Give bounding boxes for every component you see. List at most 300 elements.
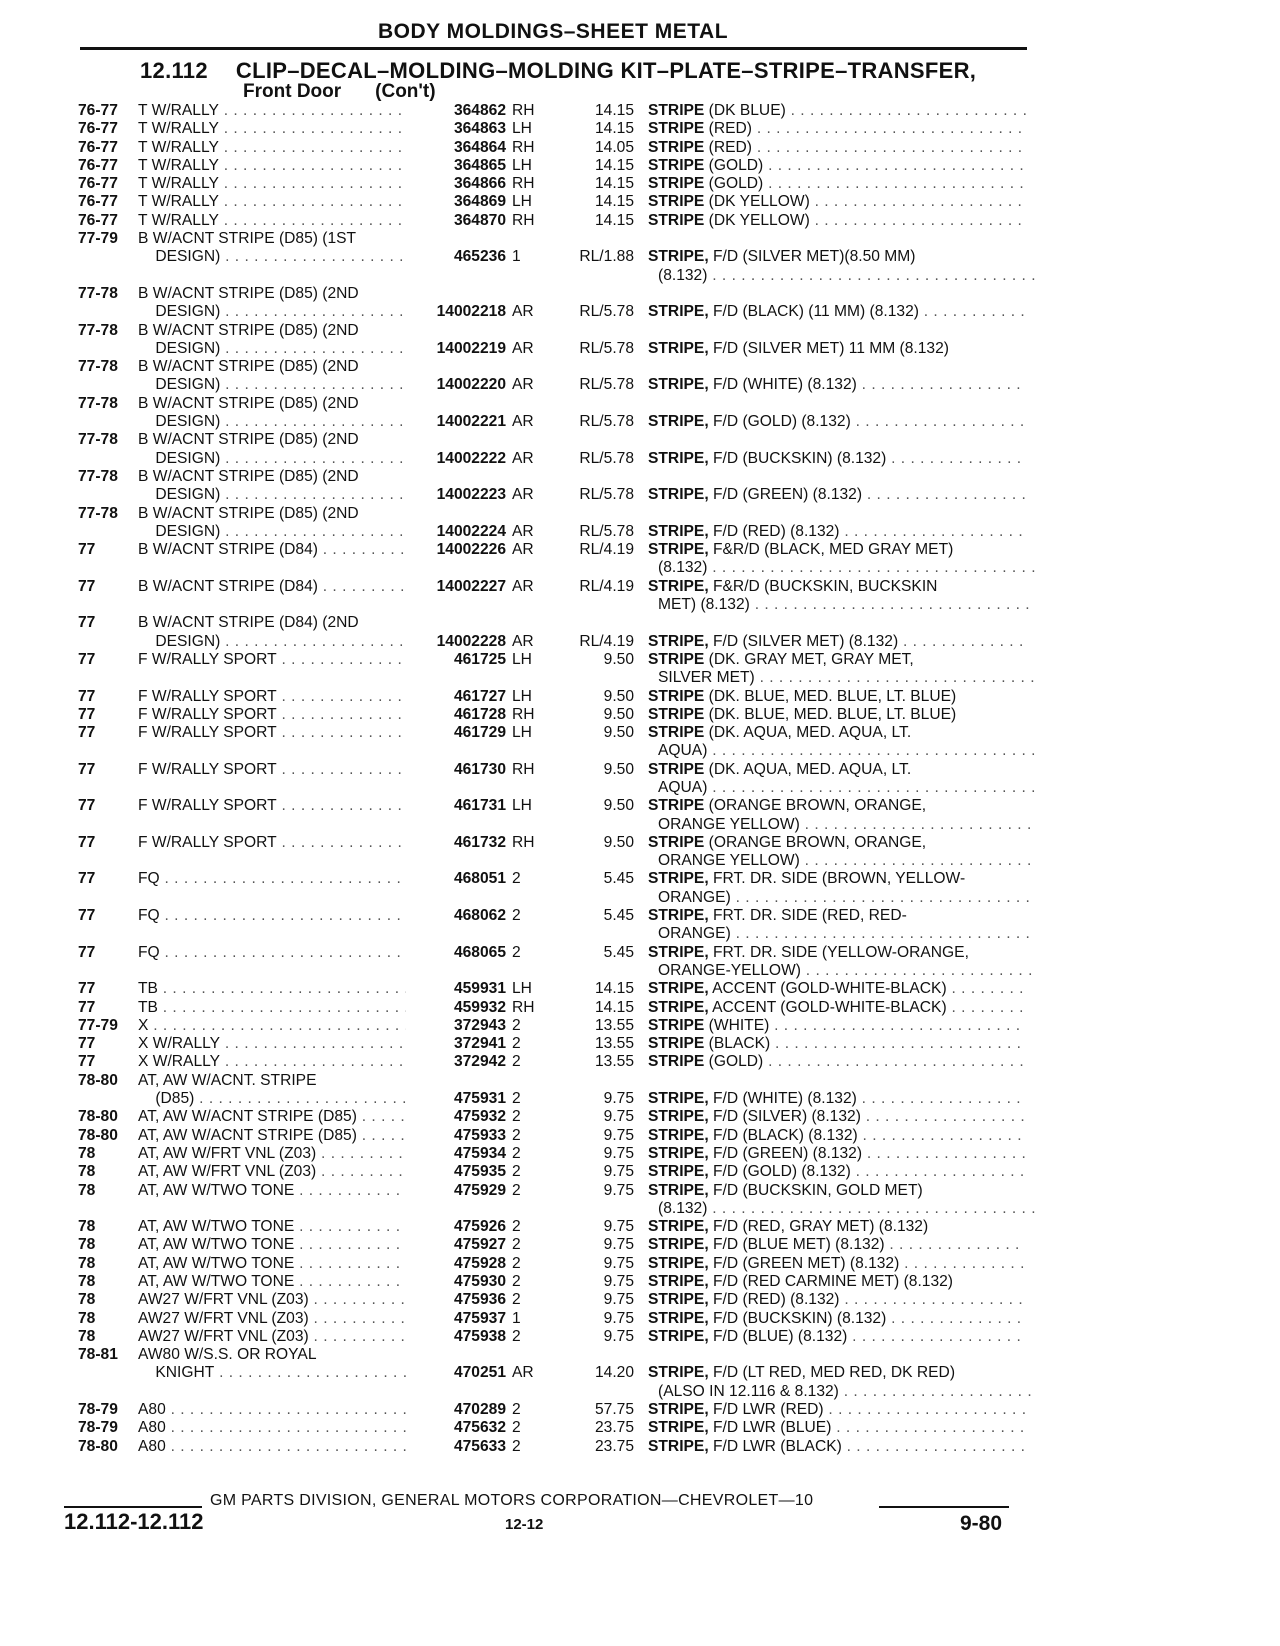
quantity-cell: AR [512,339,534,357]
table-row [0,303,1280,321]
group-price-cell: 14.15 [594,998,634,1016]
part-name-detail: (DK YELLOW) [708,193,810,211]
model-year-cell: 77-79 [78,1016,118,1034]
part-name-detail: (8.132) [658,266,708,284]
footer-credit: GM PARTS DIVISION, GENERAL MOTORS CORPORATION—CHEVROLET—10 [210,1492,814,1509]
part-name-cell [648,578,1026,596]
part-name-detail: F/D (RED CARMINE MET) (8.132) [713,1273,953,1290]
group-price-cell: 9.50 [603,797,634,815]
application-cell: F W/RALLY SPORT . . . [138,688,406,706]
part-name-cell [648,852,1036,870]
part-name-detail: FRT. DR. SIDE (BROWN, YELLOW- [713,870,966,888]
part-name-cell [648,1273,1026,1291]
part-name-cell [648,797,1026,815]
table-row [0,358,1280,376]
application-cell: T W/RALLY . . . [138,139,406,157]
group-price-cell: 14.20 [594,1364,634,1382]
part-name-keyword: STRIPE [648,760,705,778]
model-year-cell: 77 [78,687,96,705]
model-year-cell: 78 [78,1327,96,1345]
model-year-cell: 77 [78,577,96,595]
part-name-detail: F/D (GREEN) (8.132) [713,1144,863,1162]
part-name-cell [648,870,1026,888]
part-number-cell: 475931 [453,1090,506,1108]
model-year-cell: 78-79 [78,1401,118,1419]
part-name-detail: F/D (SILVER) (8.132) [713,1108,861,1126]
part-name-detail: F/D (GOLD) (8.132) [713,413,851,431]
section-number: 12.112 [140,58,208,83]
model-year-cell: 77 [78,797,96,815]
part-name-detail: MET) (8.132) [658,596,750,614]
quantity-cell: LH [512,797,532,815]
application-cell: A80 . . . [138,1401,406,1419]
application-cell: FQ . . . [138,907,406,925]
group-price-cell: RL/5.78 [579,376,634,394]
part-name-detail: (DK. AQUA, MED. AQUA, LT. [708,760,912,778]
part-number-cell: 475935 [453,1163,506,1181]
application-cell: T W/RALLY . . . [138,157,406,175]
part-name-cell [648,1017,1026,1035]
part-name-cell [648,1310,1026,1328]
table-row [0,706,1280,724]
part-name-cell [648,1401,1026,1419]
part-name-keyword: STRIPE, [648,1327,709,1345]
group-price-cell: 13.55 [594,1053,634,1071]
model-year-cell: 77 [78,943,96,961]
group-price-cell: RL/5.78 [579,522,634,540]
group-price-cell: RL/4.19 [579,577,634,595]
part-name-cell [648,651,1026,669]
group-price-cell: 9.50 [603,760,634,778]
quantity-cell: AR [512,486,534,504]
table-row [0,1236,1280,1254]
quantity-cell: 2 [512,1273,521,1290]
part-name-cell [648,1108,1026,1126]
part-name-detail: (8.132) [658,559,708,577]
table-row [0,1163,1280,1181]
table-row [0,907,1280,925]
application-cell: A80 . . . [138,1419,406,1437]
subheading-continued: (Con't) [375,81,436,102]
part-name-detail: ORANGE YELLOW) [658,852,800,870]
part-name-keyword: STRIPE, [648,1181,709,1199]
part-number-cell: 364863 [453,120,506,138]
quantity-cell: 2 [512,1437,521,1455]
table-row [0,431,1280,449]
application-cell: AT, AW W/TWO TONE . . . [138,1182,406,1200]
table-row [0,1419,1280,1437]
part-name-cell [648,248,1026,266]
part-name-detail: F/D (RED, GRAY MET) (8.132) [713,1218,929,1236]
part-number-cell: 14002222 [436,449,506,467]
table-row [0,1017,1280,1035]
group-price-cell: 14.15 [594,211,634,229]
group-price-cell: 5.45 [603,870,634,888]
part-name-cell [648,175,1026,193]
part-name-cell [648,1163,1026,1181]
part-name-keyword: STRIPE [648,705,705,723]
table-row [0,1035,1280,1053]
part-number-cell: 461725 [453,650,506,668]
table-row [0,870,1280,888]
part-name-keyword: STRIPE [648,193,705,211]
part-number-cell: 461730 [453,760,506,778]
part-name-detail: F/D (GREEN) (8.132) [713,486,863,504]
model-year-cell: 78 [78,1181,96,1199]
part-name-keyword: STRIPE [648,797,705,815]
quantity-cell: RH [512,102,535,119]
part-number-cell: 372941 [453,1035,506,1053]
table-row [0,139,1280,157]
quantity-cell: AR [512,577,534,595]
table-row [0,761,1280,779]
part-number-cell: 461731 [453,797,506,815]
quantity-cell: RH [512,175,535,193]
model-year-cell: 78 [78,1144,96,1162]
part-name-detail: ORANGE) [658,925,731,943]
group-price-cell: 9.50 [603,724,634,742]
quantity-cell: RH [512,833,535,851]
part-name-detail: (GOLD) [708,1053,764,1071]
model-year-cell: 78 [78,1273,96,1290]
application-cell: TB . . . [138,980,406,998]
application-cell: F W/RALLY SPORT . . . [138,797,406,815]
part-name-keyword: STRIPE, [648,943,709,961]
table-row [0,578,1280,596]
model-year-cell: 77 [78,998,96,1016]
quantity-cell: AR [512,413,534,431]
group-price-cell: 23.75 [594,1419,634,1437]
application-cell: X W/RALLY . . . [138,1053,406,1071]
quantity-cell: 1 [512,248,521,266]
part-number-cell: 475937 [453,1309,506,1327]
part-name-cell [648,980,1026,998]
part-name-keyword: STRIPE, [648,1273,709,1290]
subheading-label: Front Door [243,81,342,102]
part-number-cell: 14002219 [436,339,506,357]
quantity-cell: LH [512,724,532,742]
group-price-cell: 13.55 [594,1035,634,1053]
model-year-cell: 78 [78,1254,96,1272]
part-name-detail: F/D (BLACK) (8.132) [713,1126,858,1144]
part-name-keyword: STRIPE [648,650,705,668]
part-name-cell [648,450,1026,468]
model-year-cell: 77 [78,1053,96,1071]
application-cell: B W/ACNT STRIPE (D85) (2ND [138,321,359,339]
table-row [0,1383,1280,1401]
table-row [0,157,1280,175]
part-name-cell [648,925,1036,943]
model-year-cell: 77 [78,614,96,632]
part-name-detail: (DK YELLOW) [708,211,810,229]
part-name-cell [648,706,1026,724]
part-number-cell: 465236 [453,248,506,266]
application-cell: FQ . . . [138,944,406,962]
application-cell: B W/ACNT STRIPE (D85) (2ND [138,467,359,485]
part-name-detail: F/D (BUCKSKIN) (8.132) [713,449,887,467]
quantity-cell: 2 [512,870,521,888]
part-name-cell [648,999,1026,1017]
subheading [243,81,436,103]
table-row [0,523,1280,541]
group-price-cell: 14.15 [594,102,634,119]
part-name-keyword: STRIPE, [648,486,709,504]
quantity-cell: 2 [512,1218,521,1236]
part-name-cell [648,1145,1026,1163]
part-name-keyword: STRIPE, [648,907,709,925]
part-name-cell [648,742,1036,760]
part-name-keyword: STRIPE, [648,1163,709,1181]
part-number-cell: 475633 [453,1437,506,1455]
model-year-cell: 78-81 [78,1346,118,1364]
part-number-cell: 364862 [453,102,506,119]
part-number-cell: 364865 [453,156,506,174]
table-row [0,322,1280,340]
application-cell: AT, AW W/FRT VNL (Z03) . . . [138,1163,406,1181]
application-cell: AT, AW W/TWO TONE . . . [138,1273,406,1291]
part-name-cell [648,1053,1026,1071]
application-cell: T W/RALLY . . . [138,120,406,138]
part-number-cell: 475632 [453,1419,506,1437]
table-row [0,1364,1280,1382]
part-name-keyword: STRIPE [648,1016,705,1034]
part-name-keyword: STRIPE, [648,449,709,467]
part-name-detail: (DK. GRAY MET, GRAY MET, [708,650,914,668]
part-number-cell: 14002223 [436,486,506,504]
footer-index-range: 12.112-12.112 [64,1509,204,1534]
table-row [0,633,1280,651]
table-row [0,376,1280,394]
quantity-cell: 2 [512,907,521,925]
part-name-detail: F/D (WHITE) (8.132) [713,376,857,394]
part-name-keyword: STRIPE [648,724,705,742]
footer-date: 9-80 [960,1512,1003,1535]
part-name-cell [648,669,1036,687]
part-number-cell: 372942 [453,1053,506,1071]
table-row [0,944,1280,962]
table-row [0,688,1280,706]
part-name-cell [648,816,1036,834]
quantity-cell: LH [512,980,532,998]
table-row [0,1145,1280,1163]
table-row [0,267,1280,285]
part-name-cell [648,724,1026,742]
application-cell: AW27 W/FRT VNL (Z03) . . . [138,1291,406,1309]
part-number-cell: 461732 [453,833,506,851]
model-year-cell: 78 [78,1236,96,1254]
group-price-cell: 14.15 [594,980,634,998]
part-name-keyword: STRIPE, [648,632,709,650]
part-name-detail: F&R/D (BLACK, MED GRAY MET) [713,541,954,559]
table-row [0,797,1280,815]
table-row [0,614,1280,632]
part-name-cell [648,1419,1026,1437]
application-cell: DESIGN) . . . [138,248,406,266]
part-name-keyword: STRIPE, [648,1108,709,1126]
application-cell: DESIGN) . . . [138,340,406,358]
model-year-cell: 78 [78,1309,96,1327]
application-cell: DESIGN) . . . [138,486,406,504]
group-price-cell: 14.15 [594,156,634,174]
part-name-detail: (ORANGE BROWN, ORANGE, [708,797,927,815]
part-number-cell: 470251 [453,1364,506,1382]
model-year-cell: 76-77 [78,156,118,174]
table-row [0,1328,1280,1346]
application-cell: F W/RALLY SPORT . . . [138,651,406,669]
model-year-cell: 78-80 [78,1108,118,1126]
application-cell: B W/ACNT STRIPE (D85) (2ND [138,394,359,412]
part-number-cell: 475928 [453,1254,506,1272]
model-year-cell: 78-80 [78,1071,118,1089]
group-price-cell: 9.75 [603,1090,634,1108]
group-price-cell: RL/5.78 [579,486,634,504]
group-price-cell: RL/5.78 [579,449,634,467]
application-cell: DESIGN) . . . [138,413,406,431]
part-name-detail: F/D LWR (RED) [713,1401,824,1419]
part-name-cell [648,1291,1026,1309]
quantity-cell: 2 [512,1053,521,1071]
page-title: BODY MOLDINGS–SHEET METAL [377,20,729,43]
table-row [0,1401,1280,1419]
part-name-keyword: STRIPE, [648,1236,709,1254]
part-name-keyword: STRIPE, [648,980,709,998]
group-price-cell: RL/4.19 [579,632,634,650]
part-name-keyword: STRIPE, [648,1309,709,1327]
table-row [0,395,1280,413]
part-name-keyword: STRIPE [648,687,705,705]
application-cell: B W/ACNT STRIPE (D85) (1ST [138,230,357,248]
application-cell: DESIGN) . . . [138,450,406,468]
part-name-keyword: STRIPE [648,211,705,229]
part-name-keyword: STRIPE, [648,1254,709,1272]
table-row [0,999,1280,1017]
table-row [0,212,1280,230]
part-number-cell: 459932 [453,998,506,1016]
application-cell: AW27 W/FRT VNL (Z03) . . . [138,1328,406,1346]
model-year-cell: 77 [78,870,96,888]
table-row [0,1090,1280,1108]
group-price-cell: 57.75 [594,1401,634,1419]
group-price-cell: 9.50 [603,650,634,668]
part-name-keyword: STRIPE, [648,870,709,888]
part-name-keyword: STRIPE, [648,1401,709,1419]
quantity-cell: RH [512,211,535,229]
application-cell: B W/ACNT STRIPE (D84) (2ND [138,614,359,632]
table-row [0,651,1280,669]
part-name-keyword: STRIPE, [648,541,709,559]
part-number-cell: 468065 [453,943,506,961]
quantity-cell: LH [512,650,532,668]
part-name-detail: (DK. BLUE, MED. BLUE, LT. BLUE) [708,687,957,705]
part-name-cell [648,1236,1026,1254]
part-name-cell [648,1438,1026,1456]
quantity-cell: AR [512,522,534,540]
group-price-cell: 9.50 [603,705,634,723]
part-name-keyword: STRIPE [648,102,705,119]
model-year-cell: 77-78 [78,284,118,302]
group-price-cell: 9.50 [603,833,634,851]
part-name-detail: F/D (SILVER MET) (8.132) [713,632,899,650]
group-price-cell: 23.75 [594,1437,634,1455]
application-cell: B W/ACNT STRIPE (D85) (2ND [138,358,359,376]
table-row [0,450,1280,468]
part-name-detail: (DK. BLUE, MED. BLUE, LT. BLUE) [708,705,957,723]
quantity-cell: 2 [512,1327,521,1345]
part-name-keyword: STRIPE, [648,998,709,1016]
part-number-cell: 468051 [453,870,506,888]
part-name-keyword: STRIPE, [648,1144,709,1162]
part-name-cell [648,193,1026,211]
group-price-cell: 9.75 [603,1126,634,1144]
part-name-detail: (DK BLUE) [708,102,786,119]
model-year-cell: 78 [78,1163,96,1181]
quantity-cell: 2 [512,1254,521,1272]
part-name-keyword: STRIPE [648,833,705,851]
part-name-detail: (ORANGE BROWN, ORANGE, [708,833,927,851]
application-cell: AT, AW W/ACNT STRIPE (D85) . . . [138,1108,406,1126]
group-price-cell: 9.75 [603,1254,634,1272]
quantity-cell: 2 [512,1016,521,1034]
title-divider [80,47,1027,50]
part-name-detail: (WHITE) [708,1016,770,1034]
part-name-keyword: STRIPE, [648,376,709,394]
footer-page-number: 12-12 [505,1516,544,1533]
part-name-detail: (RED) [708,138,752,156]
model-year-cell: 77 [78,705,96,723]
group-price-cell: 9.75 [603,1236,634,1254]
part-number-cell: 364864 [453,138,506,156]
group-price-cell: RL/5.78 [579,303,634,321]
part-name-cell [648,486,1026,504]
quantity-cell: 2 [512,1419,521,1437]
application-cell: T W/RALLY . . . [138,212,406,230]
application-cell: AT, AW W/FRT VNL (Z03) . . . [138,1145,406,1163]
application-cell: X W/RALLY . . . [138,1035,406,1053]
model-year-cell: 76-77 [78,175,118,193]
model-year-cell: 77-78 [78,358,118,376]
part-name-detail: F/D (SILVER MET)(8.50 MM) [713,248,916,266]
part-number-cell: 475933 [453,1126,506,1144]
table-row [0,102,1280,120]
part-name-detail: SILVER MET) [658,669,755,687]
group-price-cell: 14.15 [594,120,634,138]
application-cell: B W/ACNT STRIPE (D85) (2ND [138,504,359,522]
application-cell: T W/RALLY . . . [138,193,406,211]
part-number-cell: 461729 [453,724,506,742]
application-cell: B W/ACNT STRIPE (D85) (2ND [138,284,359,302]
part-name-detail: (GOLD) [708,175,764,193]
table-row [0,816,1280,834]
table-row [0,724,1280,742]
model-year-cell: 77 [78,541,96,559]
part-name-detail: F/D (GOLD) (8.132) [713,1163,851,1181]
part-name-detail: (ALSO IN 12.116 & 8.132) [658,1382,839,1400]
application-cell: AT, AW W/TWO TONE . . . [138,1236,406,1254]
part-name-keyword: STRIPE [648,120,705,138]
quantity-cell: AR [512,1364,534,1382]
application-cell: AT, AW W/ACNT. STRIPE [138,1071,317,1089]
part-name-cell [648,303,1026,321]
part-name-keyword: STRIPE, [648,577,709,595]
application-cell: DESIGN) . . . [138,303,406,321]
part-number-cell: 364870 [453,211,506,229]
group-price-cell: 9.75 [603,1163,634,1181]
part-name-keyword: STRIPE, [648,413,709,431]
part-name-cell [648,834,1026,852]
table-row [0,486,1280,504]
part-name-cell [648,944,1026,962]
table-row [0,1310,1280,1328]
